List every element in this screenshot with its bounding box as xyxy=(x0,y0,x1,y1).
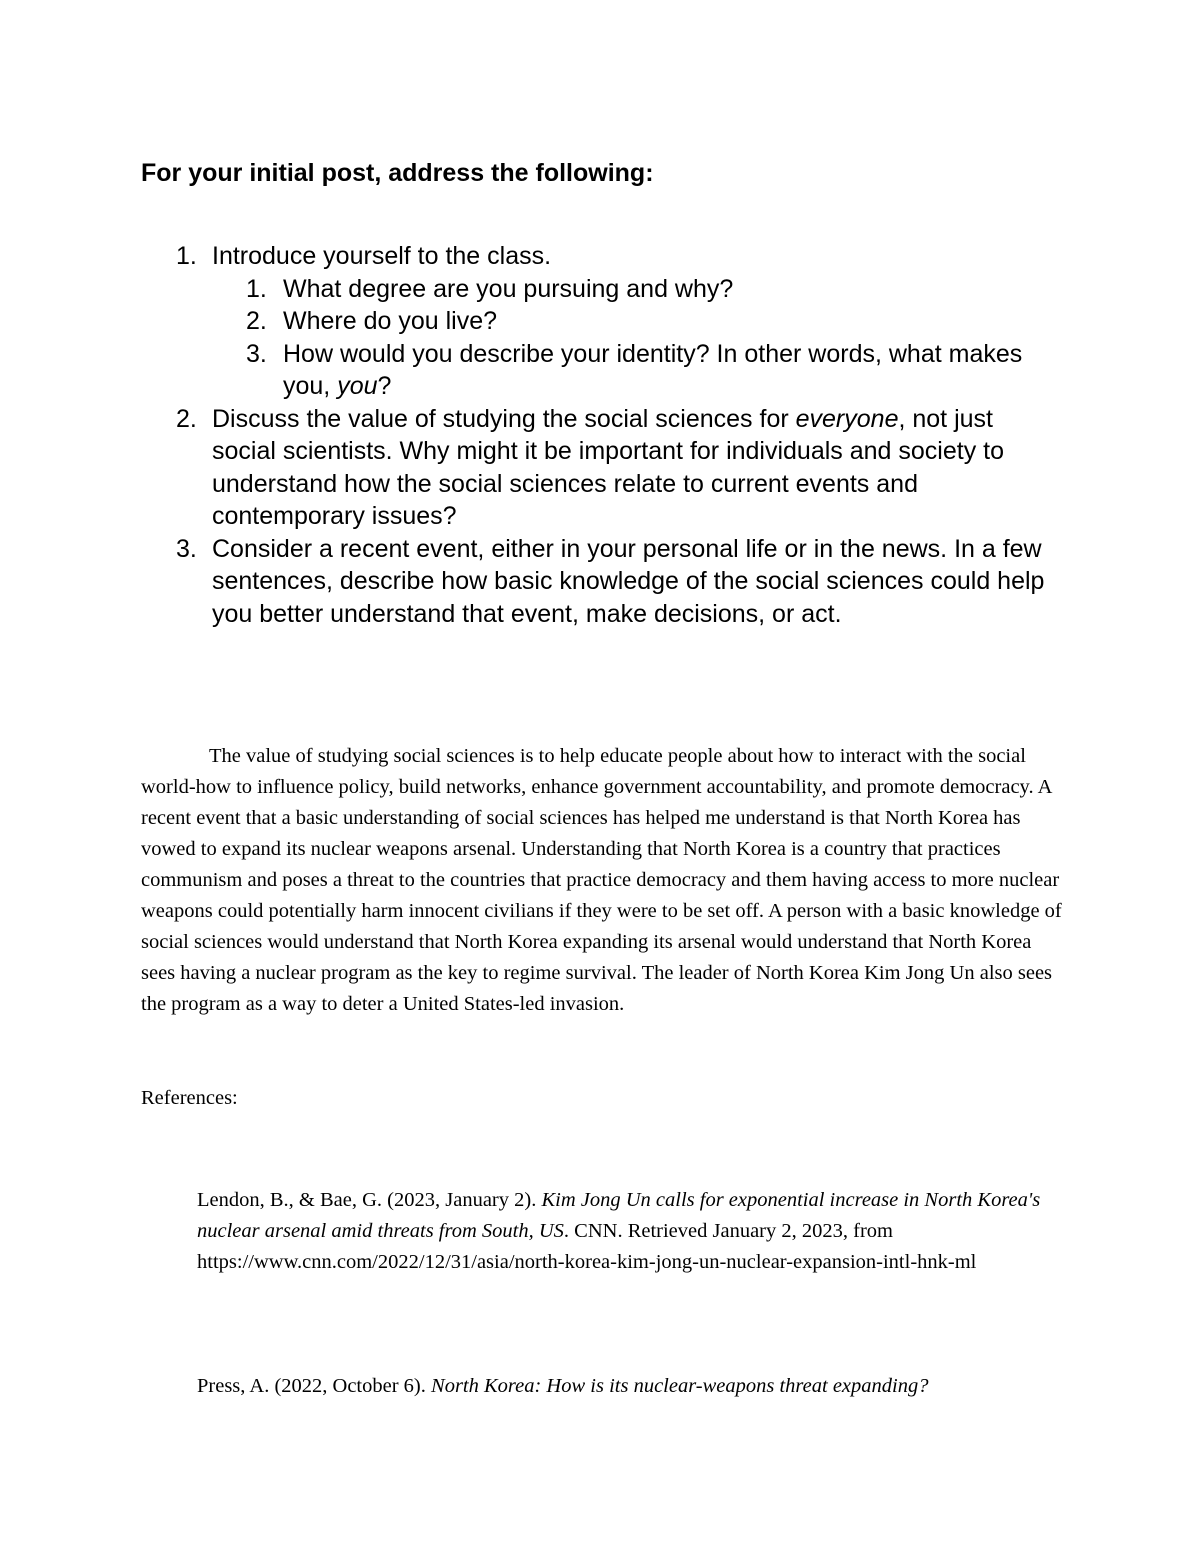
prompt-text xyxy=(212,403,1056,533)
sub-prompt-text-b: ? xyxy=(377,372,392,400)
sub-prompt-text: What degree are you pursuing and why? xyxy=(283,274,734,303)
reference-tail: . CNN. Retrieved January 2, 2023, from https://www.cnn.com/2022/12/31/asia/north-korea-kim-jong-un-nuclear-expansion-intl-hnk-ml xyxy=(197,1220,977,1273)
prompt-list xyxy=(176,240,1056,630)
references-label: References: xyxy=(141,1087,238,1109)
sub-prompt-emphasis: you xyxy=(337,372,378,400)
sub-prompt-text-a: How would you describe your identity? In other words, what makes you, xyxy=(283,339,1023,400)
prompt-text: Consider a recent event, either in your personal life or in the news. In a few sentences, describe how basic knowledge of the social sciences could help you better understand that event, make decisions, or act. xyxy=(212,534,1045,628)
list-number: 2. xyxy=(246,307,267,335)
prompt-text: Introduce yourself to the class. xyxy=(212,242,552,270)
prompt-emphasis: everyone xyxy=(795,404,899,433)
reference-lead: Lendon, B., & Bae, G. (2023, January 2). xyxy=(197,1189,542,1211)
prompt-item-2 xyxy=(176,403,1056,533)
sub-prompt-item-2 xyxy=(246,305,1056,338)
list-number: 3. xyxy=(246,339,267,368)
reference-entry-1 xyxy=(197,1185,1057,1278)
list-number: 1. xyxy=(176,242,197,270)
reference-title: North Korea: How is its nuclear-weapons threat expanding? xyxy=(431,1375,929,1397)
prompt-text-a: Discuss the value of studying the social sciences for xyxy=(212,404,796,433)
sub-prompt-text: Where do you live? xyxy=(283,307,498,335)
answer-text: The value of studying social sciences is to help educate people about how to interact with the social world-how to influence policy, build networks, enhance government accountability, and promote democracy. A recent event that a basic understanding of social sciences has helped me understand is that North Korea has vowed to expand its nuclear weapons arsenal. Understanding that North Korea is a country that practices communism and poses a threat to the countries that practice democracy and them having access to more nuclear weapons could potentially harm innocent civilians if they were to be set off. A person with a basic knowledge of social sciences would understand that North Korea expanding its arsenal would understand that North Korea sees having a nuclear program as the key to regime survival. The leader of North Korea Kim Jong Un also sees the program as a way to deter a United States-led invasion. xyxy=(141,745,1062,1015)
list-number: 3. xyxy=(176,534,197,563)
answer-paragraph xyxy=(141,741,1066,1020)
reference-entry-2 xyxy=(197,1371,1057,1402)
sub-prompt-list xyxy=(212,273,1056,403)
sub-prompt-item-3 xyxy=(246,338,1056,403)
prompt-heading: For your initial post, address the following: xyxy=(141,159,654,187)
reference-lead: Press, A. (2022, October 6). xyxy=(197,1375,432,1397)
prompt-text-b: , not just social scientists. Why might it be important for individuals and society to understand how the social sciences relate to current events and contemporary issues? xyxy=(212,404,1005,530)
sub-prompt-text xyxy=(283,338,1056,403)
reference-title: Kim Jong Un calls for exponential increase in North Korea's nuclear arsenal amid threats from South, US xyxy=(197,1189,1041,1242)
list-number: 1. xyxy=(246,274,267,303)
sub-prompt-item-1 xyxy=(246,273,1056,306)
prompt-item-1 xyxy=(176,240,1056,403)
list-number: 2. xyxy=(176,404,197,433)
prompt-item-3 xyxy=(176,533,1056,631)
